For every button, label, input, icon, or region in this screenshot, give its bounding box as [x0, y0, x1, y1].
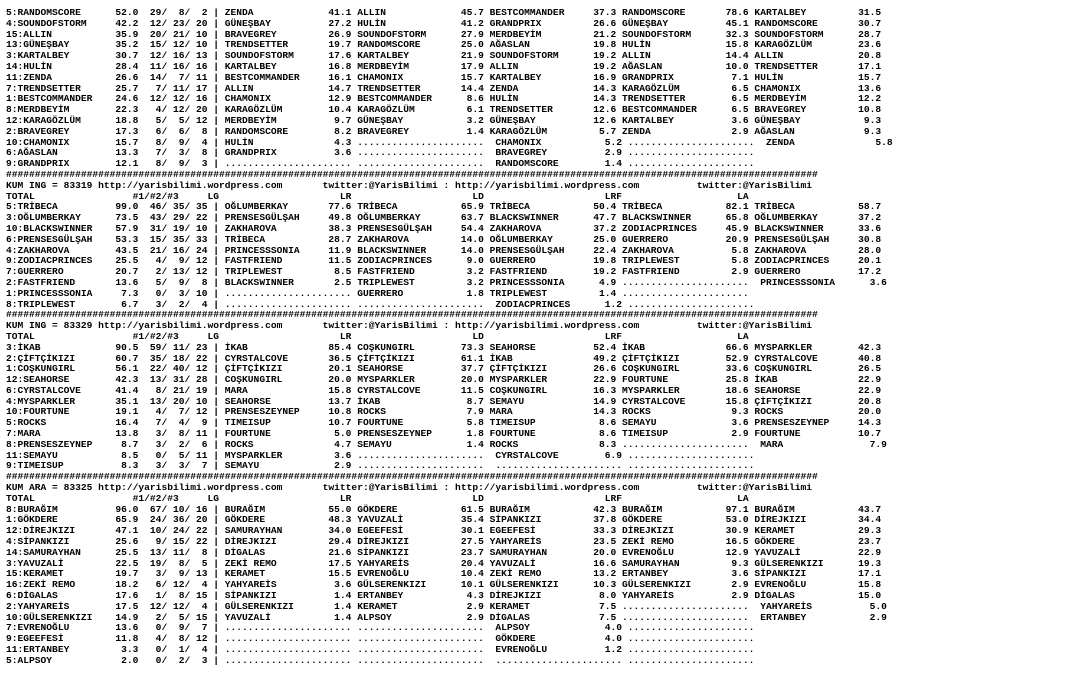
report-line: 2:BRAVEGREY 17.3 6/ 6/ 8 | RANDOMSCORE 8.2 BRAVEGREY 1.4 KARAGÖZLÜM 5.7 ZENDA 2.9 AĞASLAN 9.3 — [6, 125, 882, 137]
report-line: 10:FOURTUNE 19.1 4/ 7/ 12 | PRENSESZEYNEP 10.8 ROCKS 7.9 MARA 14.3 ROCKS 9.3 ROCKS 20.0 — [6, 406, 882, 418]
report-line: 12:KARAGÖZLÜM 18.8 5/ 5/ 12 | MERDBEYİM 9.7 GÜNEŞBAY 3.2 GÜNEŞBAY 12.6 KARTALBEY 3.6 GÜNEŞBAY 9.3 — [6, 114, 882, 126]
report-line: 9:ZODIACPRINCES 25.5 4/ 9/ 12 | FASTFRIEND 11.5 ZODIACPRINCES 9.0 GUERRERO 19.8 TRIPLEWEST 5.8 ZODIACPRINCES 20.1 — [6, 255, 882, 267]
report-line: 8:TRIPLEWEST 6.7 3/ 2/ 4 | ...................... ...................... ZODIACPRINCES 1.2 ...................... — [6, 298, 755, 310]
report-line: KUM ARA = 83325 http://yarisbilimi.wordpress.com twitter:@YarisBilimi : http://yarisbilimi.wordpress.com twitter:@YarisBilimi — [6, 482, 813, 494]
report-line: 6:AĞASLAN 13.3 7/ 3/ 8 | GRANDPRIX 3.6 ...................... BRAVEGREY 2.9 ...................... — [6, 147, 755, 159]
report-line: 7:GUERRERO 20.7 2/ 13/ 12 | TRIPLEWEST 8.5 FASTFRIEND 3.2 FASTFRIEND 19.2 FASTFRIEND 2.9 GUERRERO 17.2 — [6, 266, 882, 278]
report-line: 15:KERAMET 19.7 3/ 9/ 13 | KERAMET 15.5 EVRENOĞLU 10.4 ZEKİ REMO 13.2 ERTANBEY 3.6 SİPANKIZI 17.1 — [6, 568, 882, 580]
report-line: 8:PRENSESZEYNEP 8.7 3/ 2/ 6 | ROCKS 4.7 SEMAYU 1.4 ROCKS 8.3 ...................... MARA 7.9 — [6, 438, 887, 450]
report-line: 3:İKAB 90.5 59/ 11/ 23 | İKAB 85.4 COŞKUNGIRL 73.3 SEAHORSE 52.4 İKAB 66.6 MYSPARKLER 42.3 — [6, 341, 882, 353]
report-line: 10:CHAMONIX 15.7 8/ 9/ 4 | HULİN 4.3 ...................... CHAMONIX 5.2 ...................... ZENDA 5.8 — [6, 136, 893, 148]
report-line: 7:TRENDSETTER 25.7 7/ 11/ 17 | ALLIN 14.7 TRENDSETTER 14.4 ZENDA 14.3 KARAGÖZLÜM 6.5 CHAMONIX 13.6 — [6, 82, 882, 94]
report-line: ############################################################################################################################################# — [6, 168, 818, 180]
report-line: 6:DİGALAS 17.6 1/ 8/ 15 | SİPANKIZI 1.4 ERTANBEY 4.3 DİREJKIZI 8.0 YAHYAREİS 2.9 DİGALAS 15.0 — [6, 590, 882, 602]
report-line: TOTAL #1/#2/#3 LG LR LD LRF LA — [6, 190, 749, 202]
report-line: 1:PRINCESSSONIA 7.3 0/ 3/ 10 | ...................... GUERRERO 1.8 TRIPLEWEST 1.4 ...................... — [6, 287, 749, 299]
report-line: ############################################################################################################################################# — [6, 471, 818, 483]
report-line: 5:ALPSOY 2.0 0/ 2/ 3 | ...................... ...................... ...................... ...................... — [6, 654, 755, 666]
report-line: 1:BESTCOMMANDER 24.6 12/ 12/ 16 | CHAMONIX 12.9 BESTCOMMANDER 8.6 HULİN 14.3 TRENDSETTER 6.5 MERDBEYİM 12.2 — [6, 93, 882, 105]
report-line: KUM ING = 83319 http://yarisbilimi.wordpress.com twitter:@YarisBilimi : http://yarisbilimi.wordpress.com twitter:@YarisBilimi — [6, 179, 813, 191]
report-line: 14:HULİN 28.4 11/ 16/ 16 | KARTALBEY 16.8 MERDBEYİM 17.9 ALLIN 19.2 AĞASLAN 10.0 TRENDSETTER 17.1 — [6, 60, 882, 72]
report-line: 13:GÜNEŞBAY 35.2 15/ 12/ 10 | TRENDSETTER 19.7 RANDOMSCORE 25.0 AĞASLAN 19.8 HULİN 15.8 KARAGÖZLÜM 23.6 — [6, 39, 882, 51]
report-line: 4:SOUNDOFSTORM 42.2 12/ 23/ 20 | GÜNEŞBAY 27.2 HULİN 41.2 GRANDPRIX 26.6 GÜNEŞBAY 45.1 RANDOMSCORE 30.7 — [6, 17, 882, 29]
report-line: 7:MARA 13.8 3/ 8/ 11 | FOURTUNE 5.0 PRENSESZEYNEP 1.8 FOURTUNE 8.6 TIMEISUP 2.9 FOURTUNE 10.7 — [6, 428, 882, 440]
report-line: 4:SİPANKIZI 25.6 9/ 15/ 22 | DİREJKIZI 29.4 DİREJKIZI 27.5 YAHYAREİS 23.5 ZEKİ REMO 16.5 GÖKDERE 23.7 — [6, 536, 882, 548]
report-line: 11:ERTANBEY 3.3 0/ 1/ 4 | ...................... ...................... EVRENOĞLU 1.2 ...................... — [6, 644, 755, 656]
report-line: 2:ÇİFTÇİKIZI 60.7 35/ 18/ 22 | CYRSTALCOVE 36.5 ÇİFTÇİKIZI 61.1 İKAB 49.2 ÇİFTÇİKIZI 52.9 CYRSTALCOVE 40.8 — [6, 352, 882, 364]
report-line: 6:CYRSTALCOVE 41.4 8/ 21/ 19 | MARA 15.8 CYRSTALCOVE 11.5 COŞKUNGIRL 16.3 MYSPARKLER 18.6 SEAHORSE 22.9 — [6, 384, 882, 396]
report-line: 14:SAMURAYHAN 25.5 13/ 11/ 8 | DİGALAS 21.6 SİPANKIZI 23.7 SAMURAYHAN 20.0 EVRENOĞLU 12.9 YAVUZALİ 22.9 — [6, 546, 882, 558]
report-line: 10:GÜLSERENKIZI 14.9 2/ 5/ 15 | YAVUZALİ 1.4 ALPSOY 2.9 DİGALAS 7.5 ...................... ERTANBEY 2.9 — [6, 611, 887, 623]
report-line: TOTAL #1/#2/#3 LG LR LD LRF LA — [6, 492, 749, 504]
report-line: 8:MERDBEYİM 22.3 4/ 12/ 20 | KARAGÖZLÜM 10.4 KARAGÖZLÜM 6.1 TRENDSETTER 12.6 BESTCOMMANDER 6.5 BRAVEGREY 10.8 — [6, 104, 882, 116]
report-line: ############################################################################################################################################# — [6, 309, 818, 321]
report-line: 3:KARTALBEY 30.7 12/ 16/ 13 | SOUNDOFSTORM 17.6 KARTALBEY 21.9 SOUNDOFSTORM 19.2 ALLIN 14.4 ALLIN 20.8 — [6, 50, 882, 62]
report-line: 12:SEAHORSE 42.3 13/ 31/ 28 | COŞKUNGIRL 20.0 MYSPARKLER 20.0 MYSPARKLER 22.9 FOURTUNE 25.8 İKAB 22.9 — [6, 374, 882, 386]
report-line: 9:EGEEFESİ 11.8 4/ 8/ 12 | ...................... ...................... GÖKDERE 4.0 ...................... — [6, 633, 755, 645]
report-line: 3:YAVUZALİ 22.5 19/ 8/ 5 | ZEKİ REMO 17.5 YAHYAREİS 20.4 YAVUZALİ 16.6 SAMURAYHAN 9.3 GÜLSERENKIZI 19.3 — [6, 557, 882, 569]
report-line: 15:ALLIN 35.9 20/ 21/ 10 | BRAVEGREY 26.9 SOUNDOFSTORM 27.9 MERDBEYİM 21.2 SOUNDOFSTORM 32.3 SOUNDOFSTORM 28.7 — [6, 28, 882, 40]
report-line: 1:GÖKDERE 65.9 24/ 36/ 20 | GÖKDERE 48.3 YAVUZALİ 35.4 SİPANKIZI 37.8 GÖKDERE 53.0 DİREJKIZI 34.4 — [6, 514, 882, 526]
report-line: 7:EVRENOĞLU 13.6 0/ 9/ 7 | ...................... ...................... ALPSOY 4.0 ...................... — [6, 622, 755, 634]
report-line: 10:BLACKSWINNER 57.9 31/ 19/ 10 | ZAKHAROVA 38.3 PRENSESGÜLŞAH 54.4 ZAKHAROVA 37.2 ZODIACPRINCES 45.9 BLACKSWINNER 33.6 — [6, 222, 882, 234]
report-line: 3:OĞLUMBERKAY 73.5 43/ 29/ 22 | PRENSESGÜLŞAH 49.8 OĞLUMBERKAY 63.7 BLACKSWINNER 47.7 BLACKSWINNER 65.8 OĞLUMBERKAY 37.2 — [6, 212, 882, 224]
report-line: 12:DİREJKIZI 47.1 10/ 24/ 22 | SAMURAYHAN 34.0 EGEEFESİ 30.1 EGEEFESİ 33.3 DİREJKIZI 30.9 KERAMET 29.3 — [6, 525, 882, 537]
report-line: 11:ZENDA 26.6 14/ 7/ 11 | BESTCOMMANDER 16.1 CHAMONIX 15.7 KARTALBEY 16.9 GRANDPRIX 7.1 HULİN 15.7 — [6, 71, 882, 83]
report-line: 16:ZEKİ REMO 18.2 6/ 12/ 4 | YAHYAREİS 3.6 GÜLSERENKIZI 10.1 GÜLSERENKIZI 10.3 GÜLSERENKIZI 2.9 EVRENOĞLU 15.8 — [6, 579, 882, 591]
report-line: 8:BURAĞIM 96.0 67/ 10/ 16 | BURAĞIM 55.0 GÖKDERE 61.5 BURAĞIM 42.3 BURAĞIM 97.1 BURAĞIM 43.7 — [6, 503, 882, 515]
report-line: 4:ZAKHAROVA 43.5 21/ 16/ 24 | PRINCESSSONIA 11.9 BLACKSWINNER 14.0 PRENSESGÜLŞAH 22.4 ZAKHAROVA 5.8 ZAKHAROVA 28.0 — [6, 244, 882, 256]
report-line: 11:SEMAYU 8.5 0/ 5/ 11 | MYSPARKLER 3.6 ...................... CYRSTALCOVE 6.9 ...................... — [6, 449, 755, 461]
report-line: 4:MYSPARKLER 35.1 13/ 20/ 10 | SEAHORSE 13.7 İKAB 8.7 SEMAYU 14.9 CYRSTALCOVE 15.8 ÇİFTÇİKIZI 20.8 — [6, 395, 882, 407]
report-body — [6, 8, 1077, 667]
report-line: 2:FASTFRIEND 13.6 5/ 9/ 8 | BLACKSWINNER 2.5 TRIPLEWEST 3.2 PRINCESSSONIA 4.9 ...................... PRINCESSSONIA 3.6 — [6, 276, 887, 288]
report-line: KUM ING = 83329 http://yarisbilimi.wordpress.com twitter:@YarisBilimi : http://yarisbilimi.wordpress.com twitter:@YarisBilimi — [6, 320, 813, 332]
report-line: 5:RANDOMSCORE 52.0 29/ 8/ 2 | ZENDA 41.1 ALLIN 45.7 BESTCOMMANDER 37.3 RANDOMSCORE 78.6 KARTALBEY 31.5 — [6, 7, 882, 18]
report-line: 5:ROCKS 16.4 7/ 4/ 9 | TIMEISUP 10.7 FOURTUNE 5.8 TIMEISUP 8.6 SEMAYU 3.6 PRENSESZEYNEP 14.3 — [6, 417, 882, 429]
report-line: 9:TIMEISUP 8.3 3/ 3/ 7 | SEMAYU 2.9 ...................... ...................... ...................... — [6, 460, 755, 472]
report-line: 5:TRİBECA 99.0 46/ 35/ 35 | OĞLUMBERKAY 77.6 TRİBECA 65.9 TRİBECA 50.4 TRİBECA 82.1 TRİBECA 58.7 — [6, 201, 882, 213]
report-line: TOTAL #1/#2/#3 LG LR LD LRF LA — [6, 330, 749, 342]
report-line: 9:GRANDPRIX 12.1 8/ 9/ 3 | ...................... ...................... RANDOMSCORE 1.4 ...................... — [6, 158, 755, 170]
report-line: 6:PRENSESGÜLŞAH 53.3 15/ 35/ 33 | TRİBECA 28.7 ZAKHAROVA 14.0 OĞLUMBERKAY 25.0 GUERRERO 20.9 PRENSESGÜLŞAH 30.8 — [6, 233, 882, 245]
report-line: 2:YAHYAREİS 17.5 12/ 12/ 4 | GÜLSERENKIZI 1.4 KERAMET 2.9 KERAMET 7.5 ...................... YAHYAREİS 5.0 — [6, 600, 887, 612]
report-line: 1:COŞKUNGIRL 56.1 22/ 40/ 12 | ÇİFTÇİKIZI 20.1 SEAHORSE 37.7 ÇİFTÇİKIZI 26.6 COŞKUNGIRL 33.6 COŞKUNGIRL 26.5 — [6, 363, 882, 375]
